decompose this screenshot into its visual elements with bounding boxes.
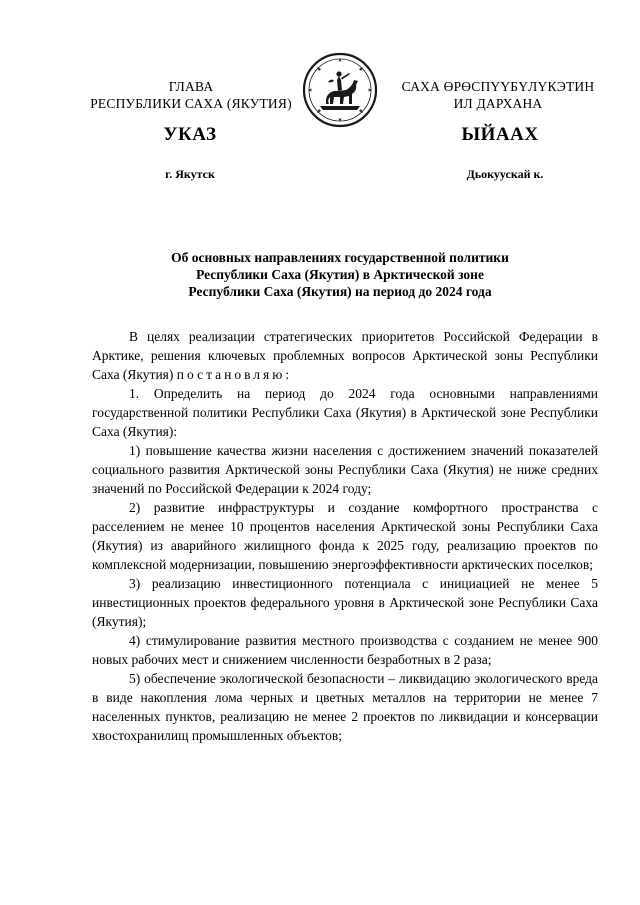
header-right-line1: САХА ӨРӨСПҮҮБҮЛҮКЭТИН [401,79,595,94]
paragraph-item-5: 5) обеспечение экологической безопасности – ликвидацию экологического вреда в виде накопления лома черных и цветных металлов на территории не менее 7 населенных пунктов, реализацию не менее 2 проектов по ликвидации и консервации хвостохранилищ промышленных объектов; [92,671,598,743]
coat-of-arms-emblem [302,52,378,128]
paragraph-item-4: 4) стимулирование развития местного производства с созданием не менее 900 новых рабочих мест и снижением численности безработных в 2 раза; [92,633,598,667]
document-title-line: Республики Саха (Якутия) на период до 2024 года [188,284,492,299]
city-ru: г. Якутск [165,167,215,181]
paragraph-1: 1. Определить на период до 2024 года основными направлениями государственной политики Республики Саха (Якутия) в Арктической зоне Республики Саха (Якутия): [92,386,598,439]
decree-word: постановляю: [176,367,293,382]
paragraph-item-2: 2) развитие инфраструктуры и создание комфортного пространства с расселением не менее 10 процентов населения Арктической зоны Республики Саха (Якутия) из аварийного жилищного фонда к 2025 году, реализацию проектов по комплексной модернизации, повышению энергоэффективности арктических поселков; [92,500,598,572]
header-left-line1: ГЛАВА [168,79,214,94]
decree-title-sakha: ЫЙААХ [461,124,539,145]
paragraph-item-1: 1) повышение качества жизни населения с достижением значений показателей социального развития Арктической зоны Республики Саха (Якутия) не ниже средних значений по Российской Федерации к 2024 году; [92,443,598,496]
document-title-line: Об основных направлениях государственной политики [171,250,509,265]
intro-paragraph [92,327,598,384]
decree-title-ru: УКАЗ [163,124,217,145]
header-left-line2: РЕСПУБЛИКИ САХА (ЯКУТИЯ) [90,96,292,111]
document-body [92,327,598,745]
header-right [384,78,612,112]
paragraph-item-3: 3) реализацию инвестиционного потенциала с инициацией не менее 5 инвестиционных проектов федерального уровня в Арктической зоне Республики Саха (Якутия); [92,576,598,629]
city-sakha: Дьокуускай к. [466,167,544,181]
document-title-line: Республики Саха (Якутия) в Арктической зоне [196,267,484,282]
intro-text: В целях реализации стратегических приоритетов Российской Федерации в Арктике, решения ключевых проблемных вопросов Арктической зоны Республики Саха (Якутия) [92,329,598,382]
header-right-line2: ИЛ ДАРХАНА [453,96,543,111]
header-left [78,78,304,112]
document-title [110,249,570,300]
